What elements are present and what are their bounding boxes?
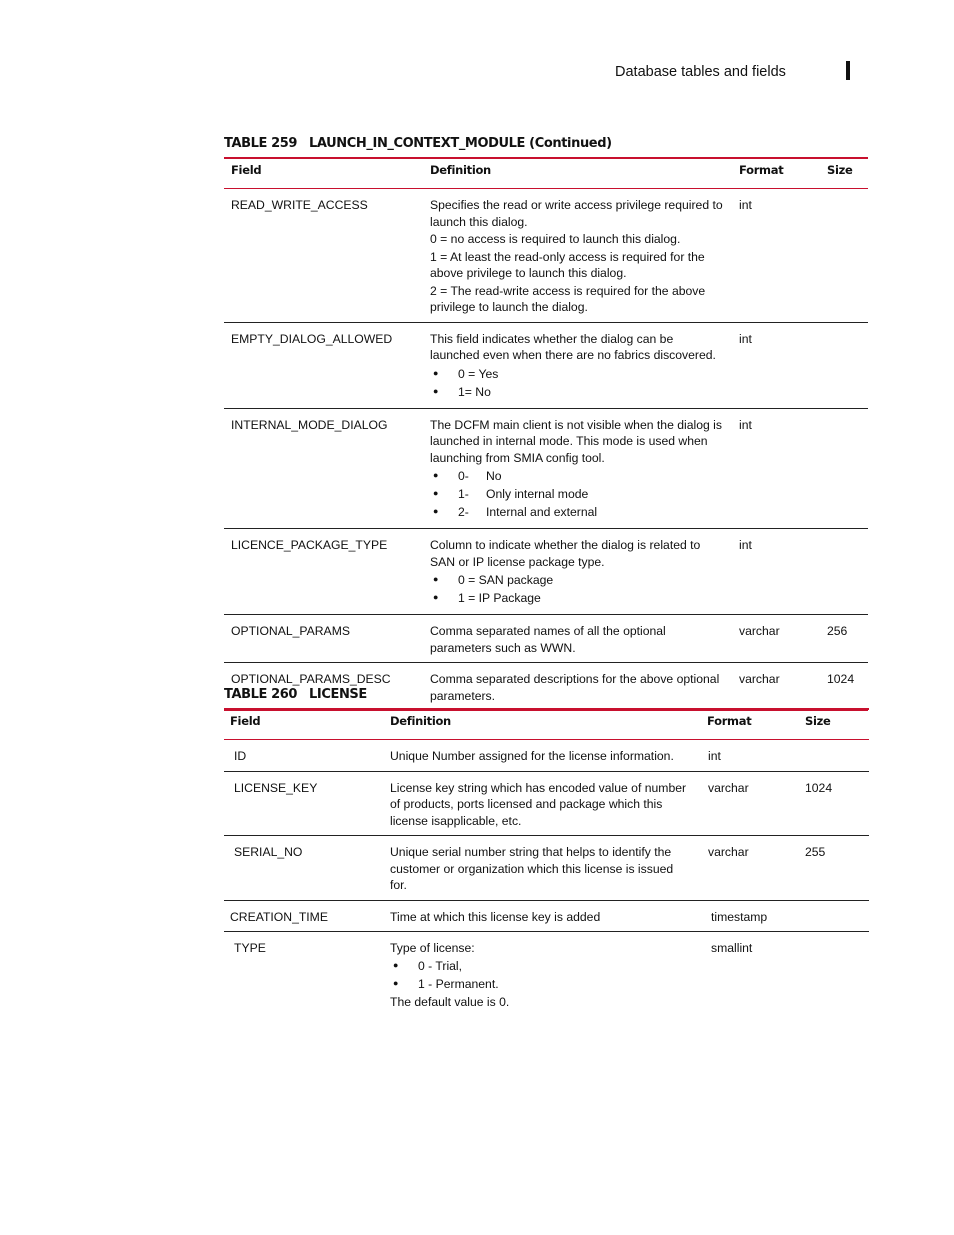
table-row [224,932,869,1017]
page-header-bar [846,61,850,80]
column-header-format: Format [701,709,799,740]
field-cell: CREATION_TIME [224,900,384,932]
table-259-caption [224,136,612,153]
definition-line: Comma separated descriptions for the above optional parameters. [430,672,720,703]
column-header-field: Field [224,158,423,189]
list-item: ● 0 = Yes [430,366,724,383]
field-cell: TYPE [234,941,266,955]
table-row [224,529,868,615]
bullet-list [430,468,724,521]
definition-line: 0 = no access is required to launch this dialog. [430,232,681,246]
definition-line: The DCFM main client is not visible when the dialog is launched in internal mode. This mode is used when launching from SMIA config tool. [430,417,722,465]
table-260-name: LICENSE [309,687,367,702]
table-259 [224,157,868,711]
list-item: ● 1 - Permanent. [390,976,691,993]
size-cell [799,740,869,772]
table-row [224,615,868,663]
definition-line: Column to indicate whether the dialog is related to SAN or IP license package type. [430,538,701,569]
table-row [224,408,868,529]
format-cell: varchar [701,771,799,836]
size-cell [799,900,869,932]
definition-cell [423,189,732,323]
column-header-definition: Definition [384,709,701,740]
column-header-size: Size [820,158,868,189]
definition-cell: Time at which this license key is added [384,900,701,932]
definition-cell [423,663,732,711]
table-259-name: LAUNCH_IN_CONTEXT_MODULE (Continued) [309,136,612,151]
format-cell: timestamp [701,900,799,932]
format-cell: int [732,529,820,615]
field-cell: READ_WRITE_ACCESS [224,189,423,323]
size-cell: 1024 [799,771,869,836]
table-row [224,900,869,932]
column-header-size: Size [799,709,869,740]
list-item: ● 1 = IP Package [430,590,724,607]
field-cell: INTERNAL_MODE_DIALOG [224,408,423,529]
column-header-definition: Definition [423,158,732,189]
table-row [224,771,869,836]
definition-line: This field indicates whether the dialog can be launched even when there are no fabrics discovered. [430,331,716,362]
table-row [224,322,868,408]
list-item [430,468,724,485]
list-item [430,504,724,521]
field-cell: SERIAL_NO [224,836,384,901]
size-cell [820,408,868,529]
bullet-list [430,366,724,401]
definition-cell [423,322,732,408]
size-cell: 1024 [820,663,868,711]
definition-line: Specifies the read or write access privilege required to launch this dialog. [430,198,723,229]
definition-cell: Unique serial number string that helps to identify the customer or organization which this license is issued for. [384,836,701,901]
definition-line: 2 = The read-write access is required for the above privilege to launch the dialog. [430,283,706,314]
format-cell: int [732,408,820,529]
definition-line: Comma separated names of all the optional parameters such as WWN. [430,624,666,655]
format-cell: varchar [701,836,799,901]
definition-cell [423,615,732,663]
table-row [224,740,869,772]
table-header-row [224,709,869,740]
definition-line: The default value is 0. [390,994,510,1009]
list-item-text: Only internal mode [486,487,589,501]
list-item-number: 2- [458,505,469,519]
definition-cell [423,529,732,615]
bullet-list [430,572,724,607]
format-cell: smallint [711,941,753,955]
field-cell: OPTIONAL_PARAMS_DESC [224,663,423,711]
size-cell: 256 [820,615,868,663]
size-cell [820,529,868,615]
table-row [224,189,868,323]
definition-cell [384,932,701,1017]
column-header-format: Format [732,158,820,189]
field-cell: EMPTY_DIALOG_ALLOWED [224,322,423,408]
list-item-number: 0- [458,469,469,483]
format-cell: int [732,189,820,323]
table-row [224,836,869,901]
format-cell: varchar [732,663,820,711]
list-item [430,486,724,503]
list-item: ● 1= No [430,384,724,401]
column-header-field: Field [224,709,384,740]
definition-cell: Unique Number assigned for the license information. [384,740,701,772]
size-cell [820,322,868,408]
table-260 [224,708,869,1016]
format-cell: varchar [732,615,820,663]
size-cell [799,932,869,1017]
list-item: ● 0 - Trial, [390,958,691,975]
page-header-title: Database tables and fields [615,64,786,80]
table-header-row [224,158,868,189]
list-item-text: Internal and external [486,505,598,519]
format-cell: int [732,322,820,408]
field-cell: OPTIONAL_PARAMS [224,615,423,663]
table-259-number: TABLE 259 [224,136,298,151]
format-cell: int [701,740,799,772]
definition-line: Type of license: [390,941,475,955]
definition-line: 1 = At least the read-only access is required for the above privilege to launch this dialog. [430,249,705,280]
definition-cell: License key string which has encoded value of number of products, ports licensed and package which this license isapplicable, etc. [384,771,701,836]
field-cell: LICENSE_KEY [224,771,384,836]
field-cell: ID [224,740,384,772]
table-260-number: TABLE 260 [224,687,298,702]
list-item-text: No [486,469,502,483]
size-cell: 255 [799,836,869,901]
list-item: ● 0 = SAN package [430,572,724,589]
bullet-list [390,958,691,993]
definition-cell [423,408,732,529]
field-cell: LICENCE_PACKAGE_TYPE [224,529,423,615]
size-cell [820,189,868,323]
table-260-caption [224,687,367,704]
list-item-number: 1- [458,487,469,501]
